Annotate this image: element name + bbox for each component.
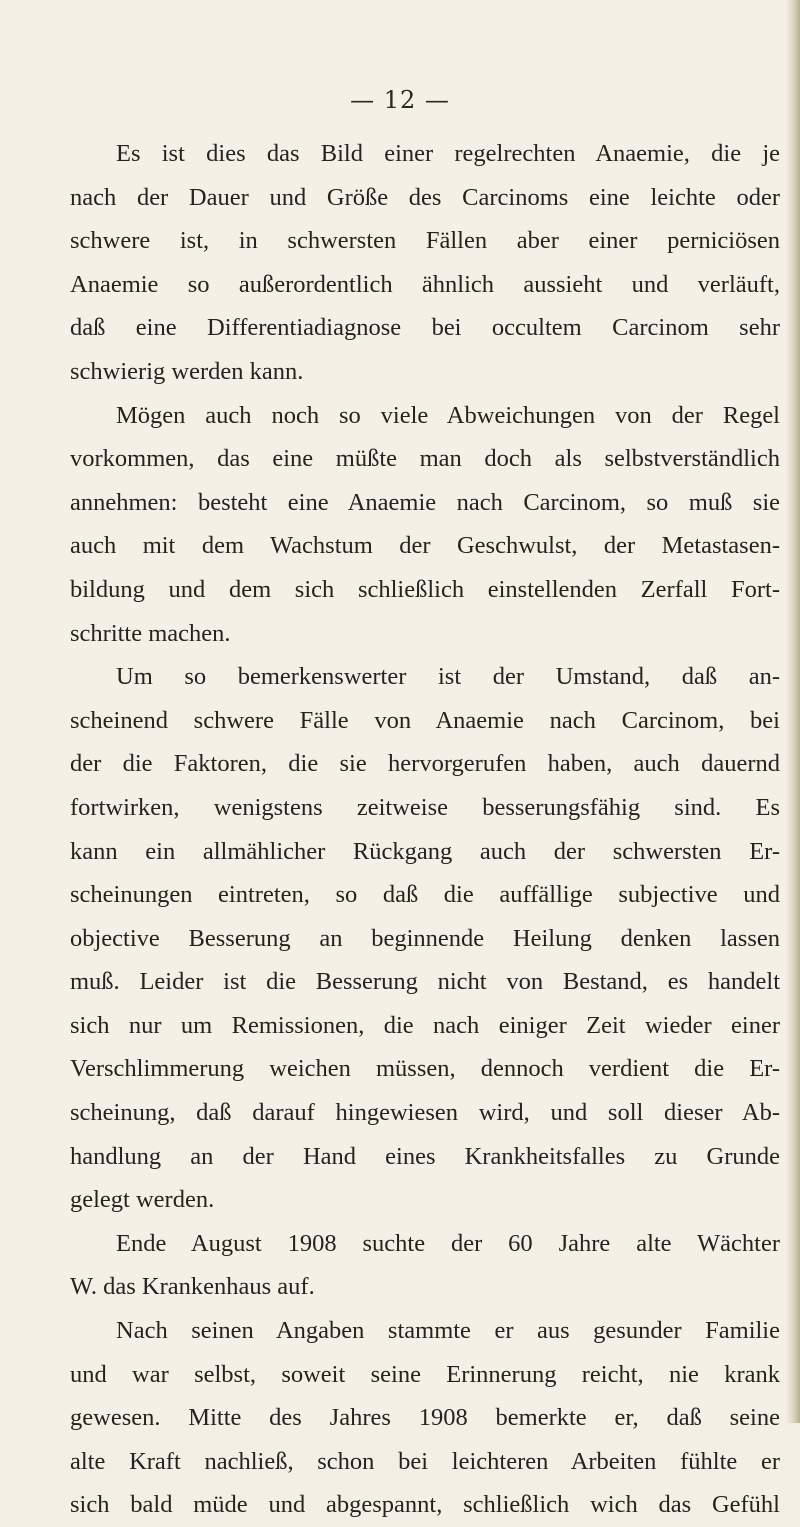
body-text [70, 132, 780, 1527]
text-line: der die Faktoren, die sie hervorgerufen haben, auch dauernd [70, 750, 780, 778]
text-line: gelegt werden. [70, 1186, 215, 1214]
text-line: Verschlimmerung weichen müssen, dennoch verdient die Er- [70, 1055, 780, 1083]
text-line: scheinungen eintreten, so daß die auffällige subjective und [70, 881, 780, 909]
text-line: alte Kraft nachließ, schon bei leichteren Arbeiten fühlte er [70, 1447, 780, 1475]
text-line: scheinung, daß darauf hingewiesen wird, und soll dieser Ab- [70, 1099, 780, 1127]
page-edge-shadow [786, 0, 800, 1423]
text-line: objective Besserung an beginnende Heilung denken lassen [70, 924, 780, 952]
text-line: fortwirken, wenigstens zeitweise besserungsfähig sind. Es [70, 793, 780, 821]
text-line: Nach seinen Angaben stammte er aus gesunder Familie [116, 1317, 780, 1345]
text-line: daß eine Differentiadiagnose bei occultem Carcinom sehr [70, 314, 780, 342]
text-line: W. das Krankenhaus auf. [70, 1273, 315, 1301]
text-line: nach der Dauer und Größe des Carcinoms eine leichte oder [70, 183, 780, 211]
page-number: — 12 — [350, 86, 450, 114]
text-line: muß. Leider ist die Besserung nicht von Bestand, es handelt [70, 968, 780, 996]
text-line: handlung an der Hand eines Krankheitsfalles zu Grunde [70, 1142, 780, 1170]
text-line: vorkommen, das eine müßte man doch als selbstverständlich [70, 445, 780, 473]
text-line: auch mit dem Wachstum der Geschwulst, der Metastasen- [70, 532, 780, 560]
text-line: Ende August 1908 suchte der 60 Jahre alte Wächter [116, 1229, 780, 1257]
text-line: schwierig werden kann. [70, 357, 304, 385]
text-line: scheinend schwere Fälle von Anaemie nach Carcinom, bei [70, 706, 780, 734]
text-line: schwere ist, in schwersten Fällen aber einer perniciösen [70, 227, 780, 255]
text-line: annehmen: besteht eine Anaemie nach Carcinom, so muß sie [70, 488, 780, 516]
text-line: Mögen auch noch so viele Abweichungen von der Regel [116, 401, 780, 429]
text-line: gewesen. Mitte des Jahres 1908 bemerkte er, daß seine [70, 1404, 780, 1432]
text-line: Anaemie so außerordentlich ähnlich aussieht und verläuft, [70, 270, 780, 298]
text-line: schritte machen. [70, 619, 231, 647]
text-line: bildung und dem sich schließlich einstellenden Zerfall Fort- [70, 575, 780, 603]
text-line: kann ein allmählicher Rückgang auch der schwersten Er- [70, 837, 780, 865]
text-line: sich bald müde und abgespannt, schließlich wich das Gefühl [70, 1491, 780, 1519]
text-line: Um so bemerkenswerter ist der Umstand, daß an- [116, 663, 780, 691]
text-line: sich nur um Remissionen, die nach einiger Zeit wieder einer [70, 1011, 780, 1039]
text-line: und war selbst, soweit seine Erinnerung reicht, nie krank [70, 1360, 780, 1388]
text-line: Es ist dies das Bild einer regelrechten Anaemie, die je [116, 140, 780, 167]
